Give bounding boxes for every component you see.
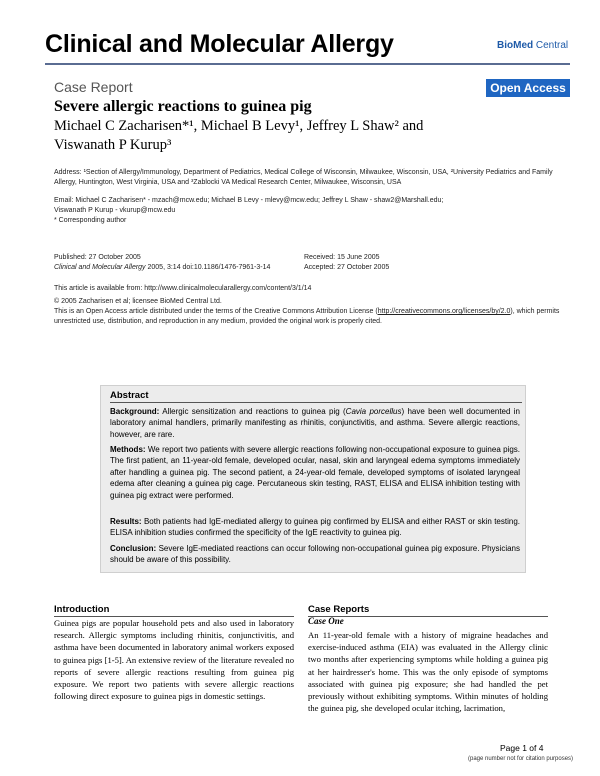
article-url[interactable]: This article is available from: http://www.clinicalmolecularallergy.com/content/3/1/14 — [54, 285, 312, 292]
background-text-a: Allergic sensitization and reactions to guinea pig ( — [159, 407, 346, 416]
case-reports-rule — [308, 616, 548, 617]
header-rule — [45, 63, 570, 65]
methods-text: We report two patients with severe allergic reactions following non-occupational exposure to guinea pigs. The first patient, an 11-year-old female, developed ocular, nasal, skin and laryngeal edema symptoms immediately after handling a guinea pig. The second patient, a 24-year-old female, developed symptoms of isolated laryngeal edema after cleaning a guinea pig cage. Percutaneous skin testing, RAST, ELISA and ELISA inhibition testing with guinea pig extract were performed. — [110, 445, 520, 500]
abstract-results — [110, 516, 520, 539]
license-text-a: This is an Open Access article distributed under the terms of the Creative Commons Attribution License ( — [54, 308, 378, 315]
copyright-line: © 2005 Zacharisen et al; licensee BioMed Central Ltd. — [54, 298, 222, 305]
publication-info — [54, 253, 314, 273]
abstract-conclusion — [110, 543, 520, 566]
methods-label: Methods: — [110, 445, 146, 454]
journal-title: Clinical and Molecular Allergy — [45, 30, 394, 58]
article-title: Severe allergic reactions to guinea pig — [54, 98, 312, 115]
citation — [54, 263, 314, 273]
license-text-b: ), which permits unrestricted use, distribution, and reproduction in any medium, provided the original work is properly cited. — [54, 308, 560, 325]
emails — [54, 196, 574, 226]
intro-heading: Introduction — [54, 604, 110, 615]
intro-text: Guinea pigs are popular household pets and also used in laboratory research. Allergic symptoms including rhinitis, conjunctivitis, and asthma have been documented in laboratory animal workers exposed to guinea pigs [1-5]. An extensive review of the literature revealed no reports of severe allergic reactions resulting from guinea pig exposure. We report two patients with severe allergic reactions following direct exposure to guinea pigs in domestic settings. — [54, 618, 294, 702]
background-text-b: ) have been well documented in laboratory animal handlers, primarily manifesting as rhinitis, conjunctivitis, and asthma. Severe allergic reactions, however, are rare. — [110, 407, 520, 439]
species-name: Cavia porcellus — [345, 407, 402, 416]
copyright-block — [54, 297, 574, 327]
case-reports-heading: Case Reports — [308, 604, 370, 615]
page-note: (page number not for citation purposes) — [468, 756, 574, 762]
background-label: Background: — [110, 407, 160, 416]
authors-line-1: Michael C Zacharisen*¹, Michael B Levy¹, Jeffrey L Shaw² and — [54, 118, 424, 134]
corresponding-note: * Corresponding author — [54, 217, 127, 224]
affiliations: Address: ¹Section of Allergy/Immunology, Department of Pediatrics, Medical College of Wisconsin, Milwaukee, Wisconsin, USA, ²University Pediatrics and Family Allergy, Huntington, West Virginia, USA and ³Zablocki VA Medical Research Center, Milwaukee, Wisconsin, USA — [54, 169, 553, 186]
article-type: Case Report — [54, 79, 133, 95]
conclusion-text: Severe IgE-mediated reactions can occur following non-occupational guinea pig exposure. Physicians should be aware of this possibility. — [110, 544, 520, 565]
citation-doi: 2005, 3:14 doi:10.1186/1476-7961-3-14 — [145, 264, 271, 271]
publisher-logo[interactable] — [497, 40, 568, 51]
conclusion-label: Conclusion: — [110, 544, 157, 553]
publisher-name-bold: BioMed — [497, 40, 534, 51]
abstract-rule — [110, 402, 522, 403]
abstract-heading: Abstract — [110, 390, 149, 401]
publisher-name-light: Central — [533, 40, 569, 51]
received-date: Received: 15 June 2005 — [304, 254, 380, 261]
results-text: Both patients had IgE-mediated allergy to guinea pig confirmed by ELISA and either RAST or skin testing. ELISA inhibition studies confirmed the specificity of the IgE reactivity to guinea pig. — [110, 517, 520, 538]
open-access-badge: Open Access — [486, 79, 570, 97]
results-label: Results: — [110, 517, 142, 526]
case-one-text: An 11-year-old female with a history of migraine headaches and exercise-induced asthma (EIA) was evaluated in the Allergy clinic two months after experiencing symptoms while holding a guinea pig at her hairdresser's home. This was the only episode of symptoms associated with guinea pig exposure; she had handled the pet previously without exhibiting symptoms. Within minutes of holding the guinea pig, she developed ocular itching, lacrimation, — [308, 630, 548, 714]
page-number: Page 1 of 4 — [500, 743, 544, 753]
accepted-date: Accepted: 27 October 2005 — [304, 264, 390, 271]
email-line-2[interactable]: Viswanath P Kurup - vkurup@mcw.edu — [54, 207, 176, 214]
abstract-background — [110, 406, 520, 440]
authors-line-2: Viswanath P Kurup³ — [54, 137, 172, 153]
email-line-1[interactable]: Email: Michael C Zacharisen* - mzach@mcw.edu; Michael B Levy - mlevy@mcw.edu; Jeffrey L Shaw - shaw2@Marshall.edu; — [54, 197, 444, 204]
license-link[interactable]: http://creativecommons.org/licenses/by/2.0 — [377, 308, 511, 315]
history-info — [304, 253, 564, 273]
author-list — [54, 117, 484, 155]
abstract-methods — [110, 444, 520, 501]
published-date: Published: 27 October 2005 — [54, 254, 141, 261]
license-text — [54, 307, 574, 327]
case-one-heading: Case One — [308, 616, 344, 626]
citation-journal: Clinical and Molecular Allergy — [54, 264, 146, 271]
